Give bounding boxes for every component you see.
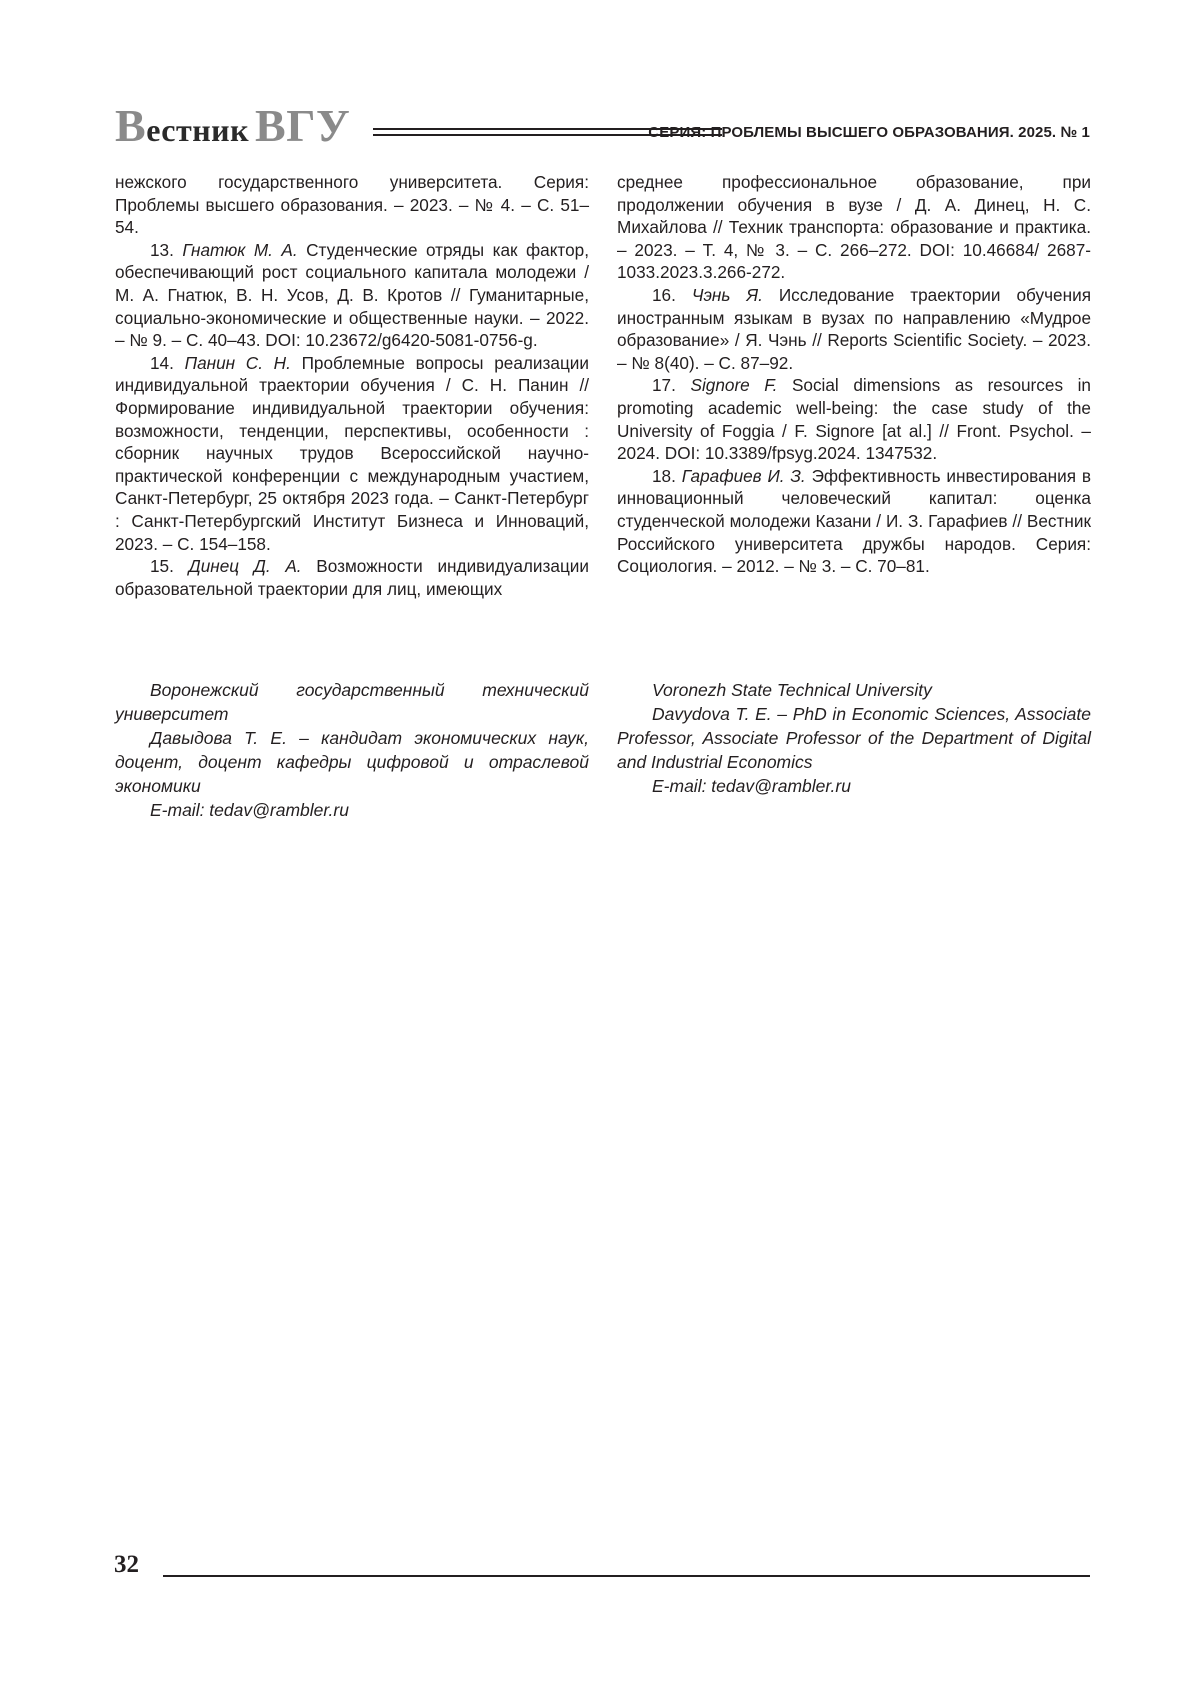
reference-item — [115, 239, 589, 352]
reference-item — [617, 465, 1091, 578]
reference-author: Гнатюк М. А. — [182, 239, 298, 260]
affiliation-author: Davydova T. E. – PhD in Economic Sciences, Associate Professor, Associate Professor of the Department of Digital and Industrial Economics — [617, 704, 1091, 772]
reference-author: Гарафиев И. З. — [681, 465, 806, 486]
author-affiliation-ru — [115, 678, 589, 822]
reference-text: Social dimensions as resources in promoting academic well-being: the case study of the University of Foggia / F. Signore [at al.] // Front. Psychol. – 2024. DOI: 10.3389/fpsyg.2024. 1347532. — [617, 375, 1091, 464]
affiliation-author: Давыдова Т. Е. – кандидат экономических наук, доцент, доцент кафедры цифровой и отраслевой экономики — [115, 728, 589, 796]
author-affiliation-en — [617, 678, 1091, 798]
reference-text: Проблемные вопросы реализации индивидуальной траектории обучения / С. Н. Панин // Формирование индивидуальной траектории обучения: возможности, тенденции, перспективы, особенности : сборник научных трудов Всероссийской научно-практической конференции с международным участием, Санкт-Петербург, 25 октября 2023 года. – Санкт-Петербург : Санкт-Петербургский Институт Бизнеса и Инноваций, 2023. – С. 154–158. — [115, 352, 589, 554]
reference-text: Студенческие отряды как фактор, обеспечивающий рост социального капитала молодежи / М. А. Гнатюк, В. Н. Усов, Д. В. Кротов // Гуманитарные, социально-экономические и общественные науки. – 2022. – № 9. – С. 40–43. DOI: 10.23672/g6420-5081-0756-g. — [115, 239, 590, 351]
reference-number: 17. — [652, 375, 676, 396]
reference-author: Чэнь Я. — [691, 284, 763, 305]
running-header — [115, 102, 1090, 150]
affiliation-email: E-mail: tedav@rambler.ru — [150, 800, 349, 820]
affiliation-institution: Voronezh State Technical University — [652, 680, 932, 700]
reference-author: Панин С. Н. — [184, 352, 291, 373]
affiliation-email: E-mail: tedav@rambler.ru — [652, 776, 851, 796]
reference-continuation: нежского государственного университета. Серия: Проблемы высшего образования. – 2023. – № 4. – С. 51–54. — [115, 172, 589, 238]
reference-item — [617, 374, 1091, 464]
reference-author: Динец Д. А. — [188, 556, 302, 577]
reference-number: 14. — [150, 352, 174, 373]
page-number: 32 — [114, 1551, 139, 1578]
reference-item — [115, 352, 589, 555]
reference-continuation: среднее профессиональное образование, при продолжении обучения в вузе / Д. А. Динец, Н. С. Михайлова // Техник транспорта: образование и практика. – 2023. – Т. 4, № 3. – С. 266–272. DOI: 10.46684/ 2687-1033.2023.3.266-272. — [617, 172, 1091, 283]
reference-item — [617, 284, 1091, 374]
reference-number: 16. — [652, 284, 676, 305]
footer-rule — [163, 1575, 1090, 1577]
journal-name-initial: В — [115, 100, 147, 151]
reference-number: 13. — [150, 239, 174, 260]
reference-number: 15. — [150, 556, 174, 577]
series-title: СЕРИЯ: ПРОБЛЕМЫ ВЫСШЕГО ОБРАЗОВАНИЯ. 2025. № 1 — [648, 124, 1090, 141]
reference-item — [115, 555, 589, 600]
reference-author: Signore F. — [690, 375, 778, 396]
left-column — [115, 171, 589, 600]
affiliation-institution: Воронежский государственный технический университет — [115, 680, 589, 724]
journal-logo — [115, 102, 350, 150]
journal-name-vgu: ВГУ — [255, 100, 351, 151]
reference-text: Возможности индивидуализации образовательной траектории для лиц, имеющих — [115, 556, 590, 599]
journal-name-rest: естник — [146, 112, 250, 148]
reference-text: Эффективность инвестирования в инновационный человеческий капитал: оценка студенческой молодежи Казани / И. З. Гарафиев // Вестник Российского университета дружбы народов. Серия: Социология. – 2012. – № 3. – С. 70–81. — [617, 465, 1092, 577]
reference-number: 18. — [652, 465, 676, 486]
right-column — [617, 171, 1091, 578]
reference-text: Исследование траектории обучения иностранным языкам в вузах по направлению «Мудрое образование» / Я. Чэнь // Reports Scientific Society. – 2023. – № 8(40). – С. 87–92. — [617, 284, 1091, 373]
